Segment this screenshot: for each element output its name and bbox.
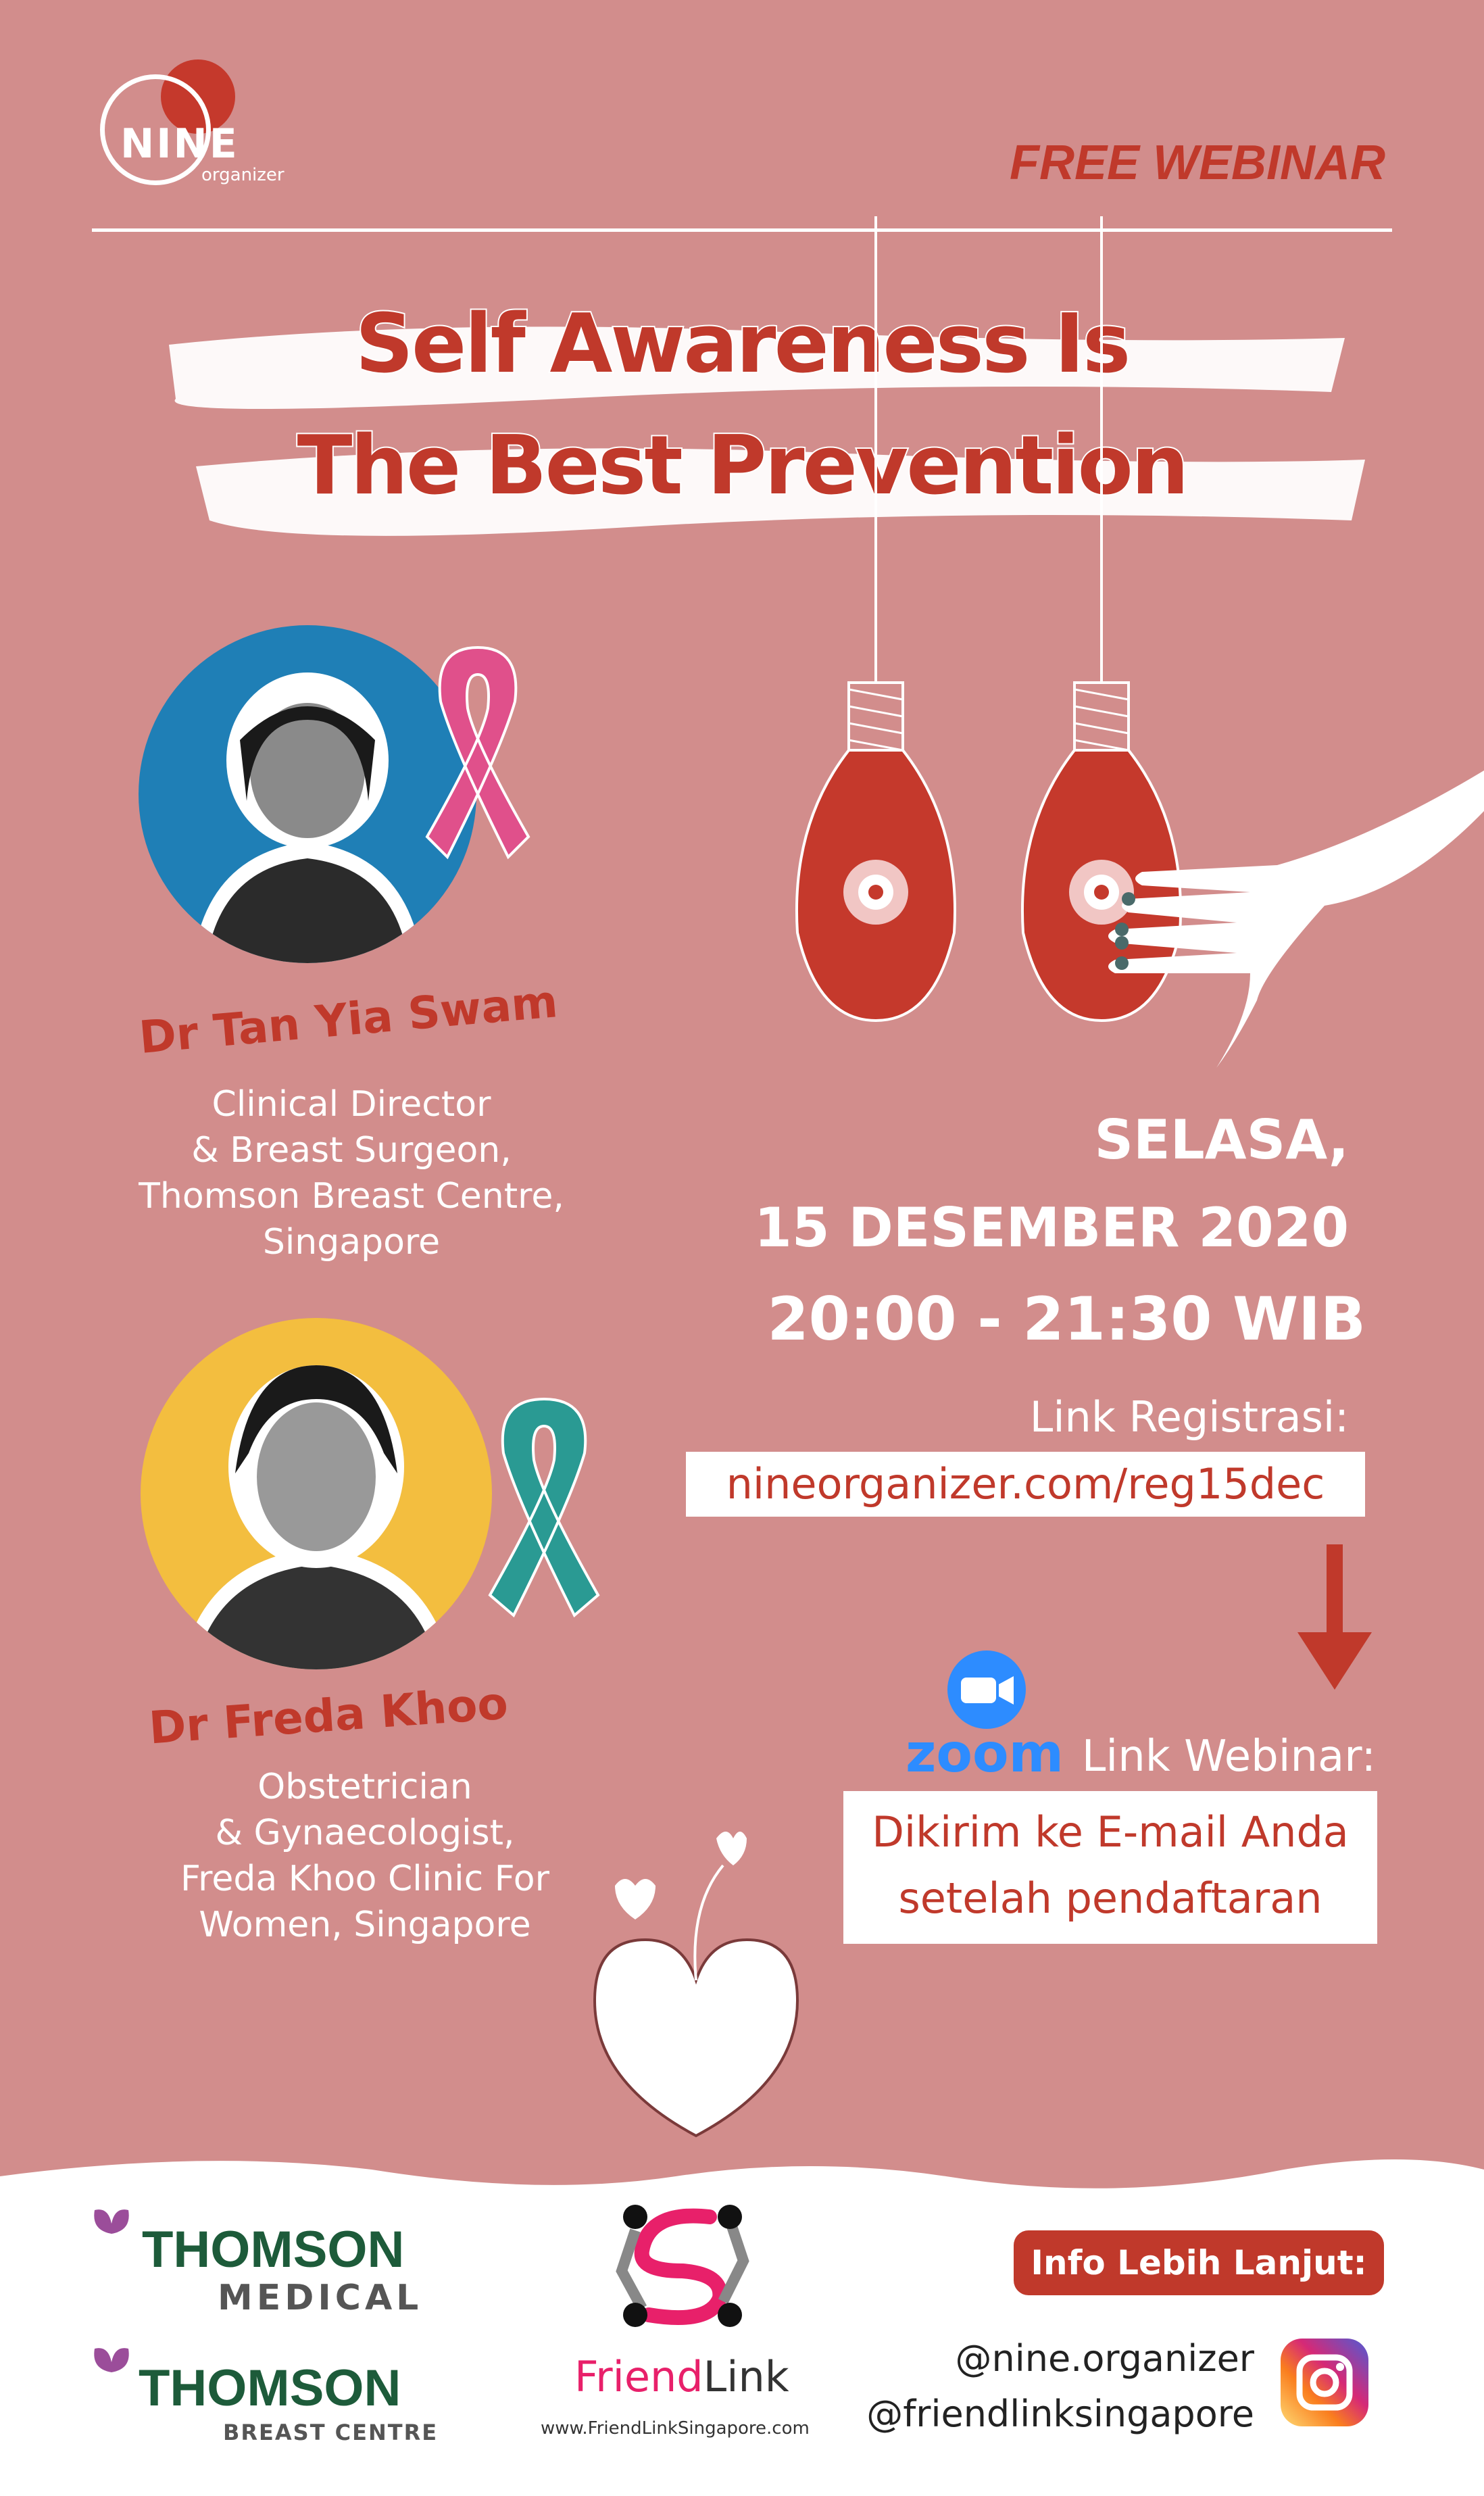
instagram-handle-nine[interactable]: @nine.organizer: [955, 2337, 1254, 2380]
friendlink-url[interactable]: www.FriendLinkSingapore.com: [541, 2418, 810, 2439]
speaker-2-role-line: Obstetrician: [257, 1767, 472, 1807]
event-date: 15 DESEMBER 2020: [754, 1196, 1349, 1259]
friendlink-name-b: Link: [703, 2352, 789, 2401]
speaker-2-role-line: Freda Khoo Clinic For: [180, 1859, 549, 1899]
webinar-note-box: [843, 1791, 1377, 1944]
thomson-butterfly-icon: [88, 2200, 135, 2241]
friendlink-logo-icon: [608, 2190, 757, 2339]
hanging-bulbs-illustration: [764, 216, 1484, 1095]
info-label-badge: Info Lebih Lanjut:: [1014, 2230, 1384, 2295]
zoom-wordmark: zoom: [906, 1723, 1064, 1784]
event-day: SELASA,: [1094, 1108, 1349, 1171]
speaker-2-photo-circle: [141, 1318, 492, 1669]
logo-word: NINE: [120, 120, 239, 168]
speaker-1-role-line: Singapore: [262, 1222, 441, 1263]
speaker-2-role: [108, 1764, 622, 1948]
pink-ribbon-icon: [414, 641, 542, 864]
zoom-camera-icon: [946, 1649, 1027, 1730]
arrow-down-icon: [1294, 1544, 1375, 1693]
thomson-breast-sub: BREAST CENTRE: [223, 2420, 439, 2445]
teal-ribbon-icon: [476, 1392, 612, 1622]
instagram-handle-friendlink[interactable]: @friendlinksingapore: [866, 2393, 1254, 2435]
bulb-left-icon: [797, 683, 955, 1021]
logo-subtitle: organizer: [201, 165, 285, 185]
thomson-medical-sub: MEDICAL: [218, 2278, 423, 2318]
webinar-note-line: Dikirim ke E-mail Anda: [872, 1807, 1349, 1857]
registration-label: Link Registrasi:: [1029, 1392, 1349, 1442]
webinar-note-line: setelah pendaftaran: [898, 1874, 1322, 1923]
speaker-1-name: Dr Tan Yia Swam: [137, 975, 560, 1064]
speaker-2-name: Dr Freda Khoo: [147, 1677, 510, 1755]
speaker-1-role-line: Thomson Breast Centre,: [139, 1176, 564, 1217]
registration-link[interactable]: nineorganizer.com/reg15dec: [686, 1452, 1365, 1517]
webinar-link-label: Link Webinar:: [1081, 1732, 1376, 1782]
hearts-illustration: [581, 1825, 811, 2163]
thomson-breast-name: THOMSON: [139, 2359, 401, 2417]
speaker-2-role-line: & Gynaecologist,: [215, 1813, 515, 1853]
speaker-1-role: [95, 1081, 608, 1265]
speaker-1-role-line: & Breast Surgeon,: [191, 1130, 512, 1171]
speaker-2-avatar: [141, 1318, 492, 1669]
thomson-medical-name: THOMSON: [142, 2221, 405, 2278]
speaker-2-role-line: Women, Singapore: [199, 1905, 531, 1945]
title-line-1: Self Awareness Is: [355, 297, 1129, 391]
instagram-icon[interactable]: [1281, 2339, 1368, 2426]
friendlink-name-a: Friend: [574, 2352, 703, 2401]
title-line-2: The Best Prevention: [297, 419, 1187, 513]
friendlink-name: [574, 2352, 789, 2401]
free-webinar-label: FREE WEBINAR: [1010, 136, 1385, 190]
speaker-1-role-line: Clinical Director: [212, 1084, 491, 1125]
thomson-breast-butterfly-icon: [88, 2339, 135, 2379]
event-time: 20:00 - 21:30 WIB: [767, 1284, 1366, 1354]
